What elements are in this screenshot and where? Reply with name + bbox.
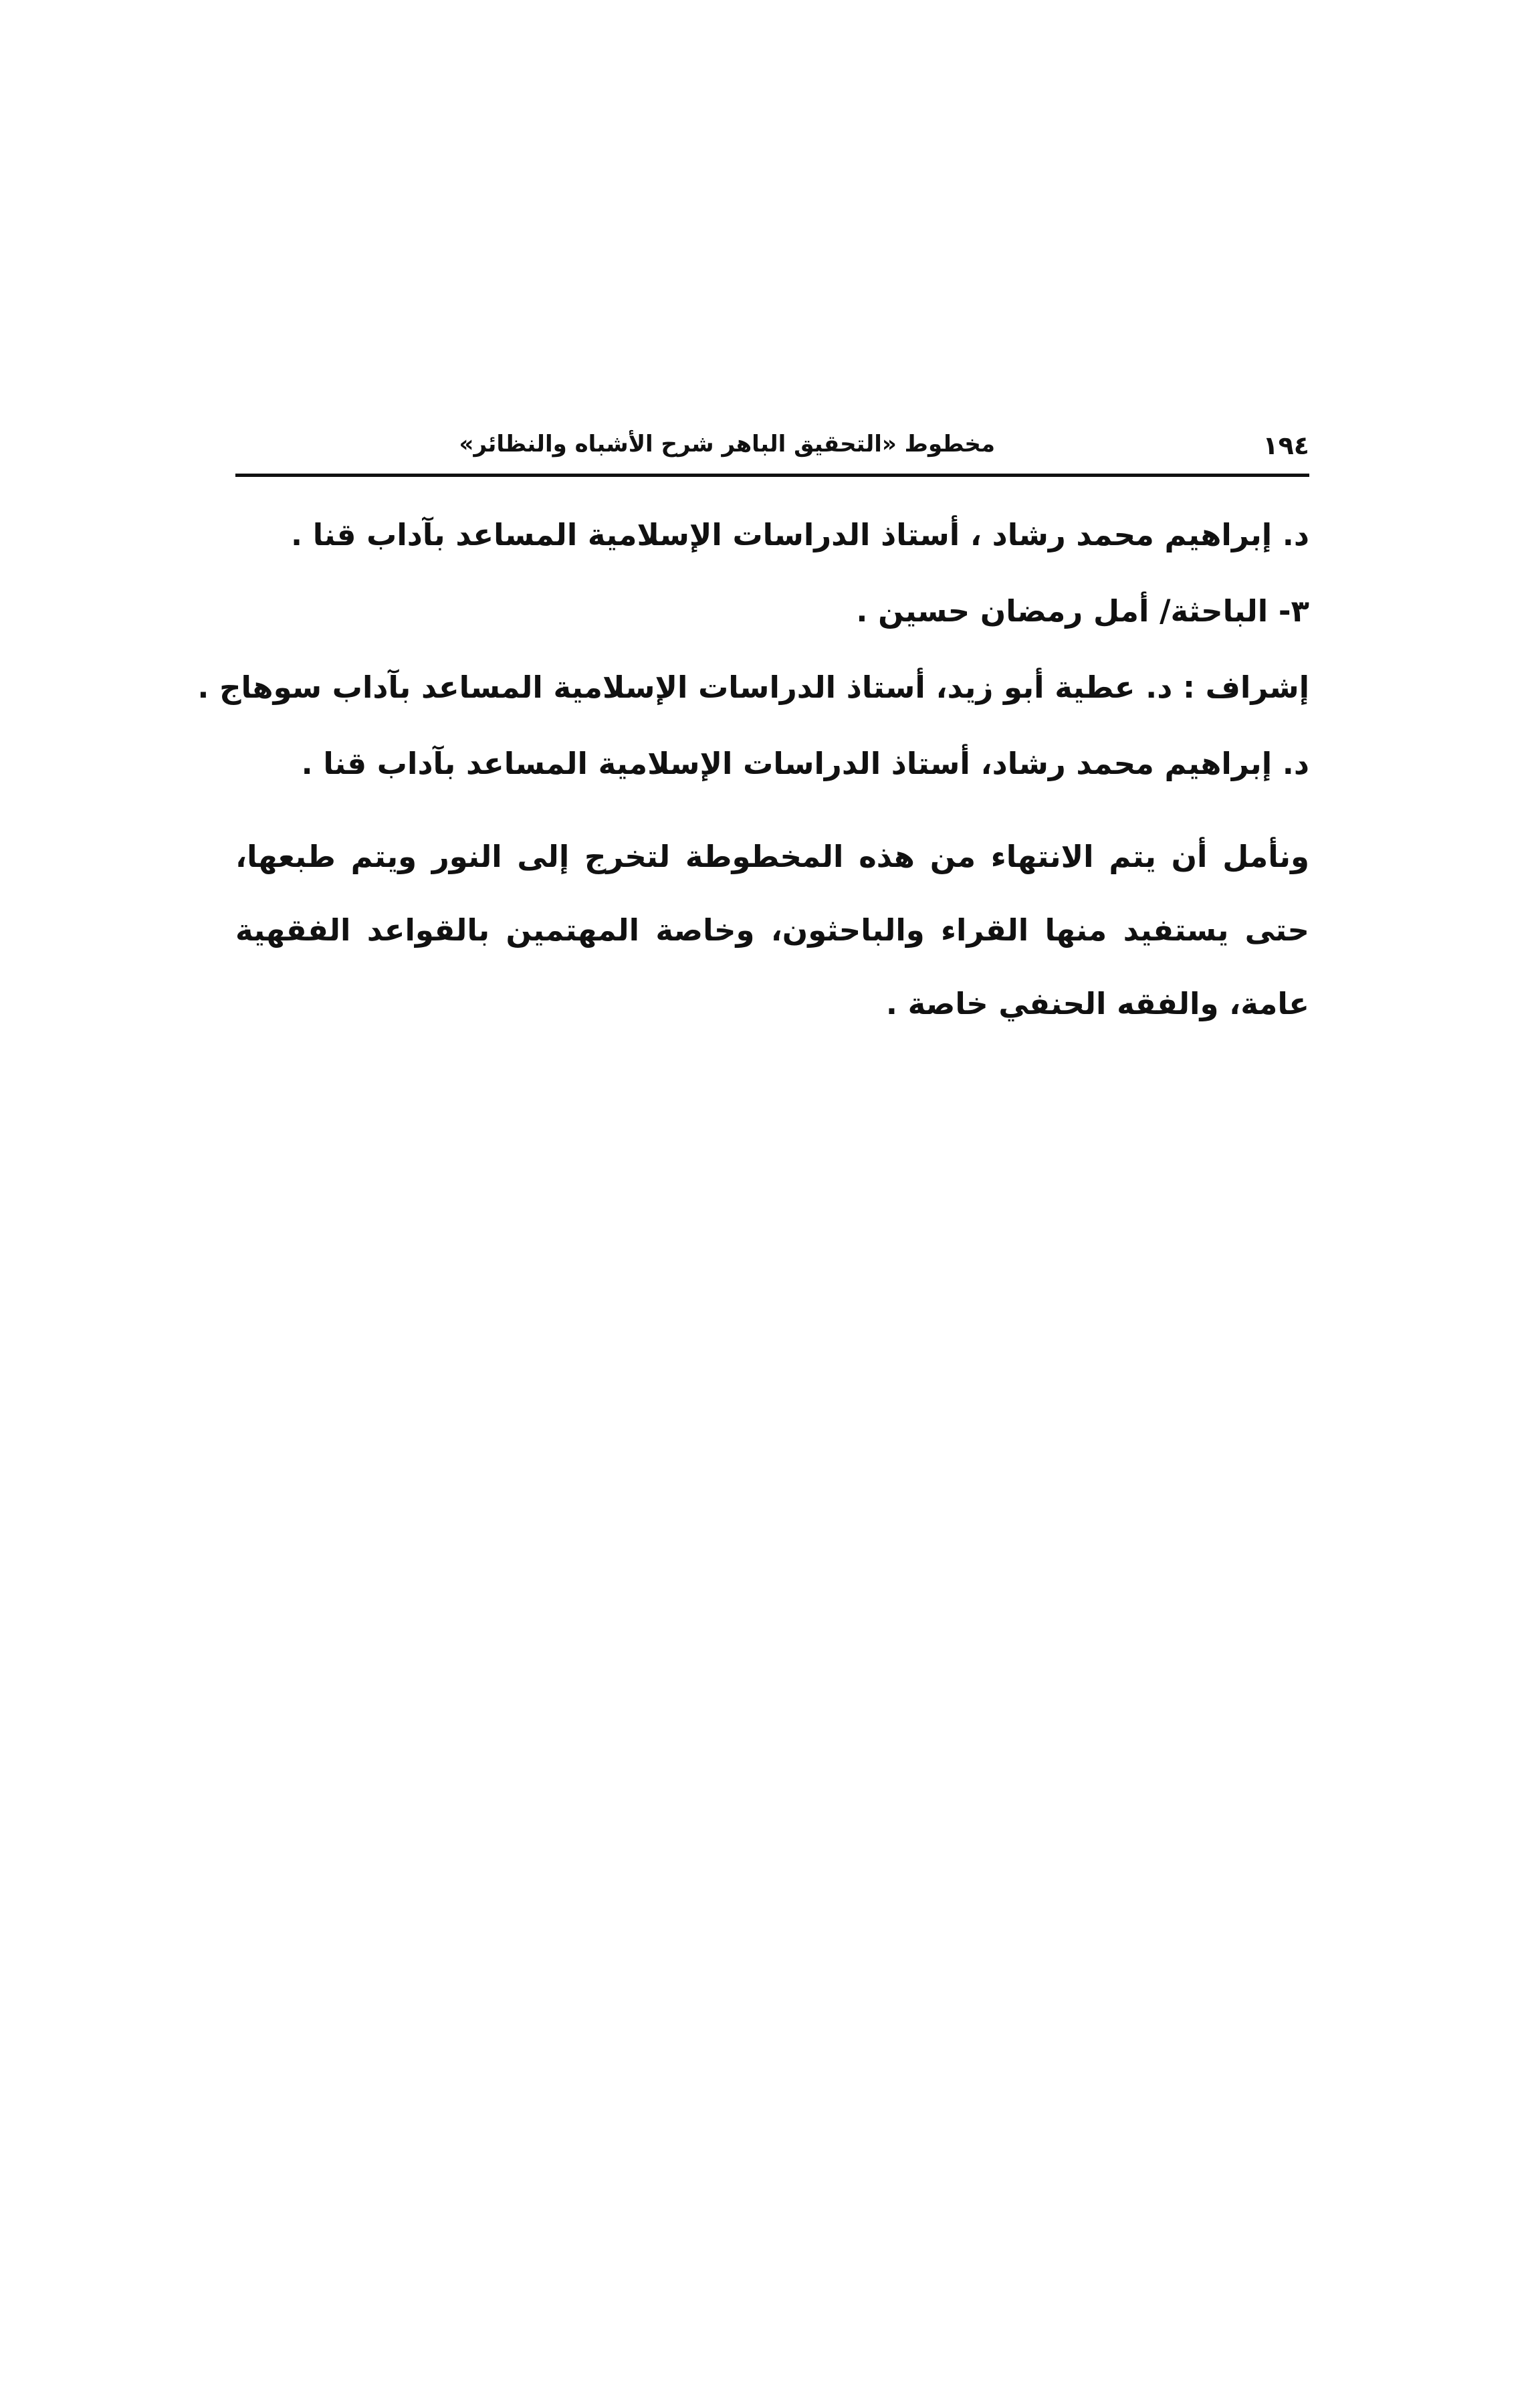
page-number: ١٩٤ — [1262, 431, 1309, 460]
page-body — [197, 515, 1309, 1041]
page-header — [235, 420, 1309, 480]
body-line-4: د. إبراهيم محمد رشاد، أستاذ الدراسات الإسلامية المساعد بآداب قنا . — [301, 746, 1309, 781]
closing-paragraph: ونأمل أن يتم الانتهاء من هذه المخطوطة لتخرج إلى النور ويتم طبعها، حتى يستفيد منها القراء والباحثون، وخاصة المهتمين بالقواعد الفقهية عامة، والفقه الحنفي خاصة . — [235, 839, 1309, 1021]
header-divider — [235, 474, 1309, 477]
body-line-1: د. إبراهيم محمد رشاد ، أستاذ الدراسات الإسلامية المساعد بآداب قنا . — [290, 517, 1309, 553]
body-line-3: إشراف : د. عطية أبو زيد، أستاذ الدراسات الإسلامية المساعد بآداب سوهاج . — [197, 670, 1309, 705]
running-title: مخطوط «التحقيق الباهر شرح الأشباه والنظائر» — [459, 431, 995, 458]
body-line-2: ٣- الباحثة/ أمل رمضان حسين . — [856, 593, 1309, 629]
